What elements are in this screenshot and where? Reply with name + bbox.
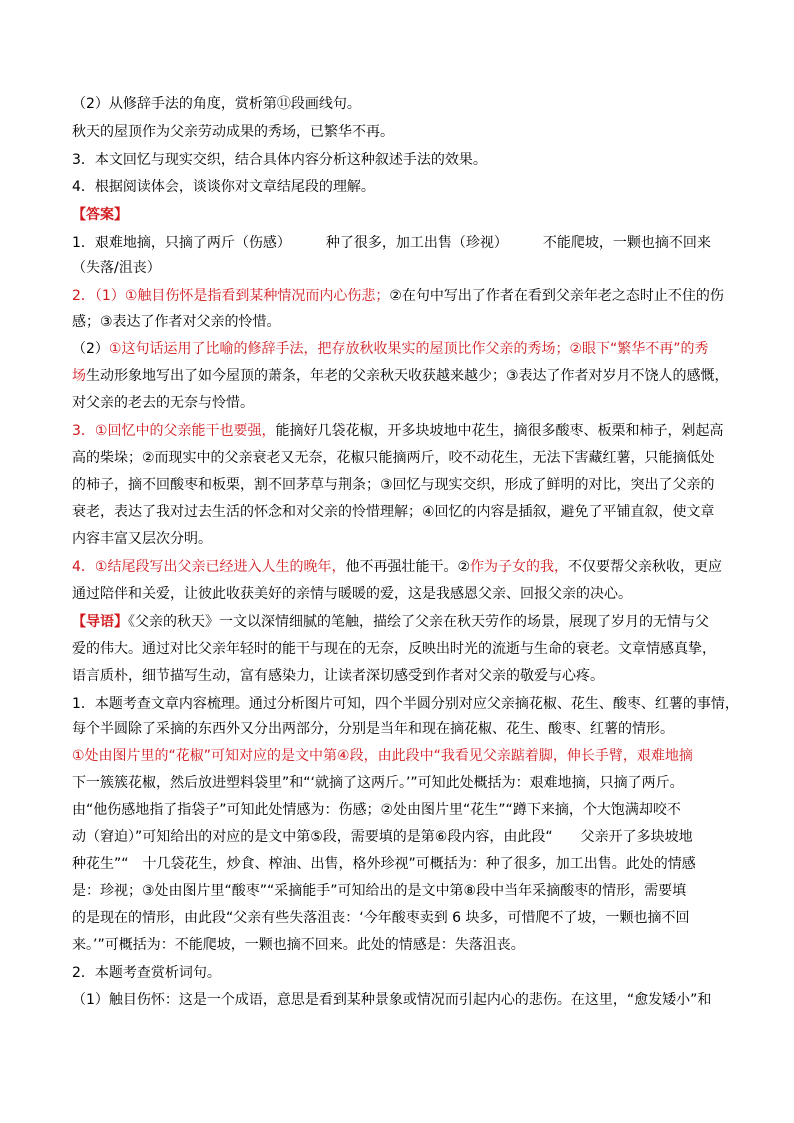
guide-line3: 语言质朴，细节描写生动，富有感染力，让读者深切感受到作者对父亲的敬爱与心疼。	[72, 668, 604, 684]
answer-2-2-red-text: ①这句话运用了比喻的修辞手法，把存放秋收果实的屋顶比作父亲的秀场；	[108, 341, 570, 357]
answer-2-2-line2	[72, 366, 732, 386]
analysis-1-line8: 是：珍视；③处由图片里“酸枣”“采摘能手”可知给出的是文中第⑧段中当年采摘酸枣的情形，需要填	[72, 883, 687, 899]
analysis-1-line9: 的是现在的情形，由此段“父亲有些失落沮丧：‘今年酸枣卖到 6 块多，可惜爬不了坡，一颗也摘不回	[72, 910, 690, 926]
answer-4-text: 他不再强壮能干。②	[345, 559, 471, 575]
analysis-1-line1: 1．本题考查文章内容梳理。通过分析图片可知，四个半圆分别对应父亲摘花椒、花生、酸枣、红薯的事情，	[72, 696, 739, 712]
question-2-2: （2）从修辞手法的角度，赏析第⑪段画线句。	[72, 96, 361, 112]
answer-2-2-line1	[72, 339, 732, 359]
answer-4-red-text: 4．①结尾段写出父亲已经进入人生的晚年，	[72, 559, 346, 575]
answer-2-2-line2-red: 场	[72, 368, 86, 384]
analysis-1-line3: ①处由图片里的“花椒”可知对应的是文中第④段，由此段中“我看见父亲踮着脚，伸长手臂，艰难地摘	[72, 748, 693, 764]
guide-text: 《父亲的秋天》一文以深情细腻的笔触，描绘了父亲在秋天劳作的场景，展现了岁月的无情与父	[128, 614, 709, 630]
guide-line2: 爱的伟大。通过对比父亲年轻时的能干与现在的无奈，反映出时光的流逝与生命的衰老。文章情感真挚，	[72, 641, 716, 657]
question-3: 3．本文回忆与现实交织，结合具体内容分析这种叙述手法的效果。	[72, 152, 487, 168]
guide-header: 【导语】	[72, 614, 128, 630]
question-2-2-quote: 秋天的屋顶作为父亲劳动成果的秀场，已繁华不再。	[72, 124, 394, 140]
answer-3-line5: 内容丰富又层次分明。	[72, 531, 212, 547]
analysis-1-line4: 下一簇簇花椒，然后放进塑料袋里”和“‘就摘了这两斤。’”可知此处概括为：艰难地摘，只摘了两斤。	[72, 775, 684, 791]
analysis-1-line10: 来。’”可概括为：不能爬坡，一颗也摘不回来。此处的情感是：失落沮丧。	[72, 937, 525, 953]
answer-2-2-line3: 对父亲的老去的无奈与怜惜。	[72, 395, 254, 411]
answer-3-line2: 高的柴垛；②而现实中的父亲衰老又无奈，花椒只能摘两斤，咬不动花生，无法下害藏红薯，只能摘低处	[72, 450, 715, 466]
analysis-1-line7: 种花生”“ 十几袋花生，炒食、榨油、出售，格外珍视”可概括为：种了很多，加工出售。此处的情感	[72, 856, 696, 872]
answer-2-2-line2-text: 生动形象地写出了如今屋顶的萧条，年老的父亲秋天收获越来越少；③表达了作者对岁月不饶人的感慨，	[86, 368, 729, 384]
answer-1-line2: （失落/沮丧）	[72, 260, 161, 276]
answer-3-line3: 的柿子，摘不回酸枣和板栗，割不回茅草与荆条；③回忆与现实交织，形成了鲜明的对比，突出了父亲的	[72, 477, 715, 493]
answer-2-1-red-text: 2．（1）①触目伤怀是指看到某种情况而内心伤悲；	[72, 288, 390, 304]
answer-2-2-prefix: （2）	[72, 341, 109, 357]
analysis-1-line5: 由“他伤感地指了指袋子”可知此处情感为：伤感；②处由图片里“花生”“蹲下来摘，个大饱满却咬不	[72, 802, 681, 818]
answer-2-1-text: ②在句中写出了作者在看到父亲年老之态时止不住的伤	[389, 288, 724, 304]
answer-4-red-text-2: 作为子女的我，	[470, 559, 569, 575]
answer-header: 【答案】	[72, 207, 128, 223]
answer-3-red-text: 3．①回忆中的父亲能干也要强，	[72, 423, 276, 439]
answer-2-1-line1	[72, 286, 732, 306]
analysis-2-line1: （1）触目伤怀：这是一个成语，意思是看到某种景象或情况而引起内心的悲伤。在这里，“愈发矮小”和	[72, 992, 712, 1008]
analysis-2-header: 2．本题考查赏析词句。	[72, 965, 221, 981]
answer-1-line1: 1．艰难地摘，只摘了两斤（伤感） 种了很多，加工出售（珍视） 不能爬坡，一颗也摘不回来	[72, 235, 711, 251]
answer-4-text-end: 不仅要帮父亲秋收，更应	[568, 559, 723, 575]
answer-3-line4: 衰老，表达了我对过去生活的怀念和对父亲的怜惜理解；④回忆的内容是插叙，避免了平铺直叙，使文章	[72, 504, 715, 520]
guide-line1	[72, 612, 732, 632]
answer-4-line2: 通过陪伴和关爱，让彼此收获美好的亲情与暖暖的爱，这是我感恩父亲、回报父亲的决心。	[72, 586, 632, 602]
analysis-1-line2: 每个半圆除了采摘的东西外又分出两部分，分别是当年和现在摘花椒、花生、酸枣、红薯的情形。	[72, 721, 674, 737]
answer-3-line1	[72, 421, 732, 441]
answer-3-text: 能摘好几袋花椒，开多块坡地中花生，摘很多酸枣、板栗和柿子，剁起高	[275, 423, 724, 439]
analysis-1-line6: 动（窘迫）”可知给出的对应的是文中第⑤段，需要填的是第⑥段内容，由此段“ 父亲开了多块坡地	[72, 829, 693, 845]
answer-4-line1	[72, 557, 732, 577]
answer-2-2-red-text-2: ②眼下“繁华不再”的秀	[569, 341, 709, 357]
answer-2-1-line2: 感；③表达了作者对父亲的怜惜。	[72, 314, 281, 330]
question-4: 4．根据阅读体会，谈谈你对文章结尾段的理解。	[72, 179, 375, 195]
